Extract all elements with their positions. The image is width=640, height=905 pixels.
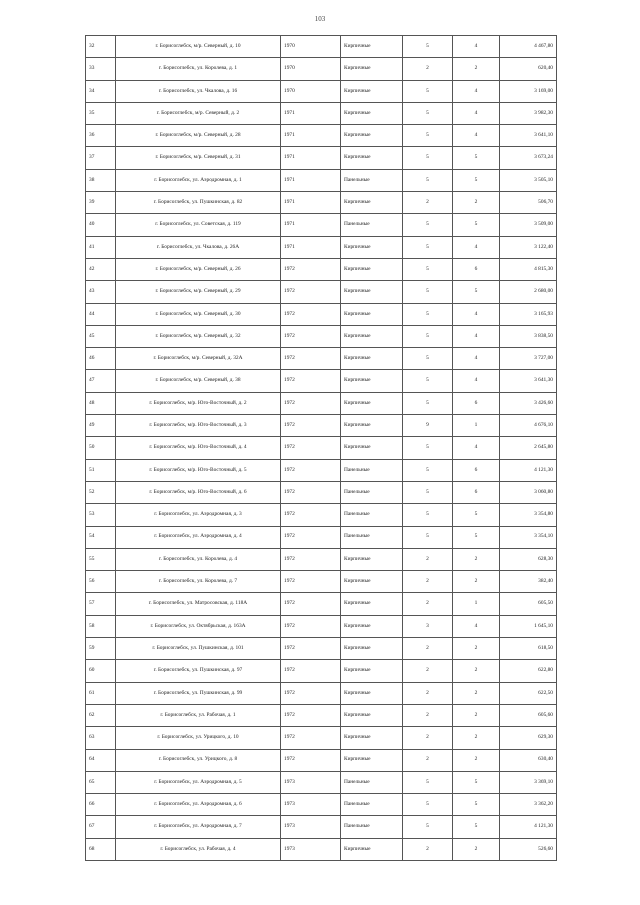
row-number: 37	[86, 147, 116, 169]
table-row	[86, 437, 557, 459]
table-row	[86, 80, 557, 102]
floors-cell: 5	[403, 258, 453, 280]
row-number: 55	[86, 548, 116, 570]
table-row	[86, 102, 557, 124]
year-cell: 1972	[281, 459, 341, 481]
entrances-cell: 2	[453, 192, 500, 214]
area-cell: 1 645,10	[500, 615, 557, 637]
wall-material-cell: Панельные	[341, 771, 403, 793]
floors-cell: 2	[403, 593, 453, 615]
table-row	[86, 303, 557, 325]
year-cell: 1972	[281, 504, 341, 526]
year-cell: 1972	[281, 548, 341, 570]
entrances-cell: 2	[453, 704, 500, 726]
wall-material-cell: Панельные	[341, 504, 403, 526]
entrances-cell: 6	[453, 392, 500, 414]
table-row	[86, 838, 557, 860]
year-cell: 1970	[281, 58, 341, 80]
address-cell: г. Борисоглебск, м/р. Северный, д. 2	[116, 102, 281, 124]
area-cell: 3 673,24	[500, 147, 557, 169]
year-cell: 1972	[281, 481, 341, 503]
table-row	[86, 125, 557, 147]
table-row	[86, 504, 557, 526]
area-cell: 4 467,80	[500, 36, 557, 58]
row-number: 51	[86, 459, 116, 481]
entrances-cell: 4	[453, 437, 500, 459]
year-cell: 1972	[281, 526, 341, 548]
wall-material-cell: Кирпичные	[341, 638, 403, 660]
table-row	[86, 459, 557, 481]
table-row	[86, 615, 557, 637]
wall-material-cell: Панельные	[341, 459, 403, 481]
floors-cell: 9	[403, 415, 453, 437]
row-number: 38	[86, 169, 116, 191]
area-cell: 3 362,20	[500, 794, 557, 816]
table-row	[86, 415, 557, 437]
address-cell: г. Борисоглебск, м/р. Юго-Восточный, д. 3	[116, 415, 281, 437]
table-row	[86, 392, 557, 414]
address-cell: г. Борисоглебск, м/р. Юго-Восточный, д. 6	[116, 481, 281, 503]
year-cell: 1971	[281, 214, 341, 236]
floors-cell: 5	[403, 36, 453, 58]
address-cell: г. Борисоглебск, ул. Рабочая, д. 1	[116, 704, 281, 726]
wall-material-cell: Кирпичные	[341, 125, 403, 147]
table-row	[86, 682, 557, 704]
row-number: 46	[86, 348, 116, 370]
area-cell: 3 641,10	[500, 125, 557, 147]
area-cell: 3 509,00	[500, 214, 557, 236]
address-cell: г. Борисоглебск, ул. Аэродромная, д. 3	[116, 504, 281, 526]
address-cell: г. Борисоглебск, м/р. Северный, д. 32	[116, 325, 281, 347]
area-cell: 3 122,40	[500, 236, 557, 258]
wall-material-cell: Кирпичные	[341, 102, 403, 124]
floors-cell: 5	[403, 504, 453, 526]
year-cell: 1971	[281, 169, 341, 191]
row-number: 62	[86, 704, 116, 726]
entrances-cell: 2	[453, 548, 500, 570]
floors-cell: 5	[403, 370, 453, 392]
area-cell: 3 505,10	[500, 169, 557, 191]
table-row	[86, 704, 557, 726]
address-cell: г. Борисоглебск, ул. Королева, д. 4	[116, 548, 281, 570]
wall-material-cell: Кирпичные	[341, 615, 403, 637]
entrances-cell: 4	[453, 125, 500, 147]
address-cell: г. Борисоглебск, ул. Пушкинская, д. 97	[116, 660, 281, 682]
wall-material-cell: Кирпичные	[341, 548, 403, 570]
entrances-cell: 4	[453, 236, 500, 258]
entrances-cell: 2	[453, 749, 500, 771]
wall-material-cell: Кирпичные	[341, 593, 403, 615]
row-number: 34	[86, 80, 116, 102]
area-cell: 618,50	[500, 638, 557, 660]
row-number: 63	[86, 727, 116, 749]
table-row	[86, 169, 557, 191]
address-cell: г. Борисоглебск, ул. Аэродромная, д. 7	[116, 816, 281, 838]
address-cell: г. Борисоглебск, ул. Аэродромная, д. 4	[116, 526, 281, 548]
year-cell: 1972	[281, 281, 341, 303]
row-number: 68	[86, 838, 116, 860]
address-cell: г. Борисоглебск, ул. Чкалова, д. 26А	[116, 236, 281, 258]
year-cell: 1972	[281, 370, 341, 392]
wall-material-cell: Кирпичные	[341, 281, 403, 303]
floors-cell: 5	[403, 303, 453, 325]
address-cell: г. Борисоглебск, ул. Пушкинская, д. 101	[116, 638, 281, 660]
address-cell: г. Борисоглебск, ул. Урицкого, д. 8	[116, 749, 281, 771]
wall-material-cell: Кирпичные	[341, 147, 403, 169]
address-cell: г. Борисоглебск, ул. Королева, д. 7	[116, 571, 281, 593]
area-cell: 2 680,00	[500, 281, 557, 303]
entrances-cell: 4	[453, 102, 500, 124]
area-cell: 3 426,60	[500, 392, 557, 414]
floors-cell: 2	[403, 727, 453, 749]
table-row	[86, 348, 557, 370]
area-cell: 4 121,30	[500, 459, 557, 481]
row-number: 64	[86, 749, 116, 771]
wall-material-cell: Кирпичные	[341, 838, 403, 860]
floors-cell: 5	[403, 125, 453, 147]
wall-material-cell: Кирпичные	[341, 415, 403, 437]
table-row	[86, 281, 557, 303]
entrances-cell: 5	[453, 504, 500, 526]
address-cell: г. Борисоглебск, м/р. Юго-Восточный, д. 4	[116, 437, 281, 459]
floors-cell: 5	[403, 281, 453, 303]
entrances-cell: 2	[453, 838, 500, 860]
row-number: 58	[86, 615, 116, 637]
area-cell: 630,40	[500, 749, 557, 771]
address-cell: г. Борисоглебск, ул. Пушкинская, д. 99	[116, 682, 281, 704]
row-number: 49	[86, 415, 116, 437]
wall-material-cell: Кирпичные	[341, 58, 403, 80]
wall-material-cell: Кирпичные	[341, 392, 403, 414]
area-cell: 3 169,00	[500, 80, 557, 102]
entrances-cell: 5	[453, 771, 500, 793]
area-cell: 3 165,93	[500, 303, 557, 325]
area-cell: 622,50	[500, 682, 557, 704]
floors-cell: 2	[403, 838, 453, 860]
table-row	[86, 370, 557, 392]
address-cell: г. Борисоглебск, ул. Аэродромная, д. 6	[116, 794, 281, 816]
year-cell: 1972	[281, 704, 341, 726]
entrances-cell: 5	[453, 214, 500, 236]
page-number: 103	[314, 15, 326, 23]
table-row	[86, 481, 557, 503]
year-cell: 1971	[281, 102, 341, 124]
address-cell: г. Борисоглебск, м/р. Северный, д. 28	[116, 125, 281, 147]
entrances-cell: 2	[453, 682, 500, 704]
area-cell: 3 060,80	[500, 481, 557, 503]
entrances-cell: 4	[453, 348, 500, 370]
housing-table	[85, 35, 557, 861]
area-cell: 3 838,50	[500, 325, 557, 347]
year-cell: 1973	[281, 771, 341, 793]
entrances-cell: 5	[453, 169, 500, 191]
address-cell: г. Борисоглебск, м/р. Юго-Восточный, д. 2	[116, 392, 281, 414]
row-number: 35	[86, 102, 116, 124]
entrances-cell: 5	[453, 281, 500, 303]
table-row	[86, 58, 557, 80]
area-cell: 506,70	[500, 192, 557, 214]
row-number: 45	[86, 325, 116, 347]
entrances-cell: 6	[453, 459, 500, 481]
wall-material-cell: Кирпичные	[341, 80, 403, 102]
wall-material-cell: Кирпичные	[341, 36, 403, 58]
floors-cell: 2	[403, 192, 453, 214]
year-cell: 1971	[281, 236, 341, 258]
wall-material-cell: Панельные	[341, 794, 403, 816]
year-cell: 1972	[281, 727, 341, 749]
address-cell: г. Борисоглебск, ул. Рабочая, д. 4	[116, 838, 281, 860]
year-cell: 1973	[281, 794, 341, 816]
row-number: 61	[86, 682, 116, 704]
address-cell: г. Борисоглебск, м/р. Северный, д. 10	[116, 36, 281, 58]
address-cell: г. Борисоглебск, ул. Октябрьская, д. 163А	[116, 615, 281, 637]
floors-cell: 5	[403, 816, 453, 838]
floors-cell: 5	[403, 481, 453, 503]
row-number: 67	[86, 816, 116, 838]
entrances-cell: 1	[453, 593, 500, 615]
row-number: 47	[86, 370, 116, 392]
table-row	[86, 727, 557, 749]
table-row	[86, 258, 557, 280]
area-cell: 605,60	[500, 704, 557, 726]
entrances-cell: 1	[453, 415, 500, 437]
table-row	[86, 36, 557, 58]
row-number: 52	[86, 481, 116, 503]
year-cell: 1972	[281, 660, 341, 682]
table-row	[86, 660, 557, 682]
row-number: 43	[86, 281, 116, 303]
year-cell: 1970	[281, 36, 341, 58]
year-cell: 1972	[281, 303, 341, 325]
wall-material-cell: Кирпичные	[341, 682, 403, 704]
year-cell: 1972	[281, 348, 341, 370]
floors-cell: 5	[403, 214, 453, 236]
entrances-cell: 4	[453, 303, 500, 325]
row-number: 54	[86, 526, 116, 548]
floors-cell: 2	[403, 571, 453, 593]
area-cell: 620,40	[500, 58, 557, 80]
floors-cell: 5	[403, 459, 453, 481]
entrances-cell: 2	[453, 727, 500, 749]
floors-cell: 5	[403, 325, 453, 347]
address-cell: г. Борисоглебск, м/р. Юго-Восточный, д. 5	[116, 459, 281, 481]
floors-cell: 5	[403, 147, 453, 169]
wall-material-cell: Панельные	[341, 481, 403, 503]
address-cell: г. Борисоглебск, ул. Аэродромная, д. 1	[116, 169, 281, 191]
address-cell: г. Борисоглебск, м/р. Северный, д. 31	[116, 147, 281, 169]
area-cell: 4 121,30	[500, 816, 557, 838]
entrances-cell: 4	[453, 36, 500, 58]
area-cell: 3 369,10	[500, 771, 557, 793]
wall-material-cell: Кирпичные	[341, 749, 403, 771]
entrances-cell: 2	[453, 638, 500, 660]
wall-material-cell: Панельные	[341, 816, 403, 838]
row-number: 50	[86, 437, 116, 459]
table-row	[86, 325, 557, 347]
year-cell: 1972	[281, 325, 341, 347]
floors-cell: 5	[403, 80, 453, 102]
row-number: 59	[86, 638, 116, 660]
floors-cell: 5	[403, 794, 453, 816]
row-number: 48	[86, 392, 116, 414]
address-cell: г. Борисоглебск, м/р. Северный, д. 32А	[116, 348, 281, 370]
entrances-cell: 6	[453, 258, 500, 280]
table-row	[86, 526, 557, 548]
wall-material-cell: Кирпичные	[341, 236, 403, 258]
address-cell: г. Борисоглебск, ул. Советская, д. 119	[116, 214, 281, 236]
wall-material-cell: Кирпичные	[341, 727, 403, 749]
entrances-cell: 4	[453, 80, 500, 102]
address-cell: г. Борисоглебск, ул. Чкалова, д. 16	[116, 80, 281, 102]
wall-material-cell: Кирпичные	[341, 704, 403, 726]
wall-material-cell: Кирпичные	[341, 370, 403, 392]
floors-cell: 5	[403, 392, 453, 414]
wall-material-cell: Кирпичные	[341, 571, 403, 593]
table-row	[86, 593, 557, 615]
row-number: 57	[86, 593, 116, 615]
wall-material-cell: Кирпичные	[341, 192, 403, 214]
area-cell: 628,30	[500, 548, 557, 570]
year-cell: 1973	[281, 838, 341, 860]
area-cell: 2 645,80	[500, 437, 557, 459]
floors-cell: 5	[403, 169, 453, 191]
year-cell: 1973	[281, 816, 341, 838]
area-cell: 382,40	[500, 571, 557, 593]
wall-material-cell: Кирпичные	[341, 303, 403, 325]
table-row	[86, 816, 557, 838]
wall-material-cell: Панельные	[341, 526, 403, 548]
floors-cell: 2	[403, 660, 453, 682]
row-number: 65	[86, 771, 116, 793]
row-number: 42	[86, 258, 116, 280]
floors-cell: 5	[403, 526, 453, 548]
area-cell: 622,80	[500, 660, 557, 682]
wall-material-cell: Кирпичные	[341, 437, 403, 459]
wall-material-cell: Панельные	[341, 214, 403, 236]
area-cell: 526,60	[500, 838, 557, 860]
year-cell: 1971	[281, 125, 341, 147]
floors-cell: 5	[403, 102, 453, 124]
table-row	[86, 236, 557, 258]
year-cell: 1972	[281, 682, 341, 704]
row-number: 36	[86, 125, 116, 147]
area-cell: 3 982,30	[500, 102, 557, 124]
address-cell: г. Борисоглебск, ул. Пушкинская, д. 82	[116, 192, 281, 214]
year-cell: 1971	[281, 192, 341, 214]
entrances-cell: 5	[453, 794, 500, 816]
table-row	[86, 192, 557, 214]
floors-cell: 2	[403, 704, 453, 726]
table-row	[86, 214, 557, 236]
row-number: 56	[86, 571, 116, 593]
table-row	[86, 771, 557, 793]
row-number: 66	[86, 794, 116, 816]
wall-material-cell: Кирпичные	[341, 348, 403, 370]
year-cell: 1972	[281, 571, 341, 593]
floors-cell: 2	[403, 548, 453, 570]
entrances-cell: 4	[453, 615, 500, 637]
entrances-cell: 5	[453, 526, 500, 548]
entrances-cell: 4	[453, 325, 500, 347]
year-cell: 1970	[281, 80, 341, 102]
wall-material-cell: Панельные	[341, 169, 403, 191]
wall-material-cell: Кирпичные	[341, 325, 403, 347]
table-row	[86, 638, 557, 660]
row-number: 33	[86, 58, 116, 80]
wall-material-cell: Кирпичные	[341, 660, 403, 682]
row-number: 53	[86, 504, 116, 526]
entrances-cell: 5	[453, 816, 500, 838]
address-cell: г. Борисоглебск, ул. Матросовская, д. 118А	[116, 593, 281, 615]
year-cell: 1972	[281, 638, 341, 660]
year-cell: 1972	[281, 615, 341, 637]
year-cell: 1972	[281, 749, 341, 771]
address-cell: г. Борисоглебск, м/р. Северный, д. 38	[116, 370, 281, 392]
area-cell: 3 354,80	[500, 504, 557, 526]
year-cell: 1972	[281, 415, 341, 437]
area-cell: 629,30	[500, 727, 557, 749]
address-cell: г. Борисоглебск, ул. Аэродромная, д. 5	[116, 771, 281, 793]
area-cell: 3 354,10	[500, 526, 557, 548]
wall-material-cell: Кирпичные	[341, 258, 403, 280]
address-cell: г. Борисоглебск, м/р. Северный, д. 29	[116, 281, 281, 303]
floors-cell: 2	[403, 749, 453, 771]
address-cell: г. Борисоглебск, ул. Урицкого, д. 10	[116, 727, 281, 749]
year-cell: 1972	[281, 593, 341, 615]
address-cell: г. Борисоглебск, м/р. Северный, д. 30	[116, 303, 281, 325]
area-cell: 3 727,00	[500, 348, 557, 370]
area-cell: 605,50	[500, 593, 557, 615]
year-cell: 1972	[281, 258, 341, 280]
entrances-cell: 5	[453, 147, 500, 169]
entrances-cell: 2	[453, 660, 500, 682]
table-row	[86, 548, 557, 570]
year-cell: 1972	[281, 437, 341, 459]
floors-cell: 5	[403, 771, 453, 793]
row-number: 39	[86, 192, 116, 214]
area-cell: 3 641,30	[500, 370, 557, 392]
year-cell: 1971	[281, 147, 341, 169]
row-number: 41	[86, 236, 116, 258]
area-cell: 4 815,30	[500, 258, 557, 280]
row-number: 60	[86, 660, 116, 682]
row-number: 32	[86, 36, 116, 58]
floors-cell: 3	[403, 615, 453, 637]
entrances-cell: 2	[453, 571, 500, 593]
floors-cell: 5	[403, 236, 453, 258]
floors-cell: 5	[403, 348, 453, 370]
row-number: 40	[86, 214, 116, 236]
area-cell: 4 676,10	[500, 415, 557, 437]
table-body	[86, 36, 557, 861]
floors-cell: 2	[403, 58, 453, 80]
entrances-cell: 4	[453, 370, 500, 392]
table-row	[86, 571, 557, 593]
row-number: 44	[86, 303, 116, 325]
year-cell: 1972	[281, 392, 341, 414]
floors-cell: 2	[403, 638, 453, 660]
table-row	[86, 749, 557, 771]
table-row	[86, 794, 557, 816]
entrances-cell: 6	[453, 481, 500, 503]
floors-cell: 2	[403, 682, 453, 704]
table-row	[86, 147, 557, 169]
address-cell: г. Борисоглебск, ул. Королева, д. 1	[116, 58, 281, 80]
address-cell: г. Борисоглебск, м/р. Северный, д. 26	[116, 258, 281, 280]
entrances-cell: 2	[453, 58, 500, 80]
floors-cell: 5	[403, 437, 453, 459]
